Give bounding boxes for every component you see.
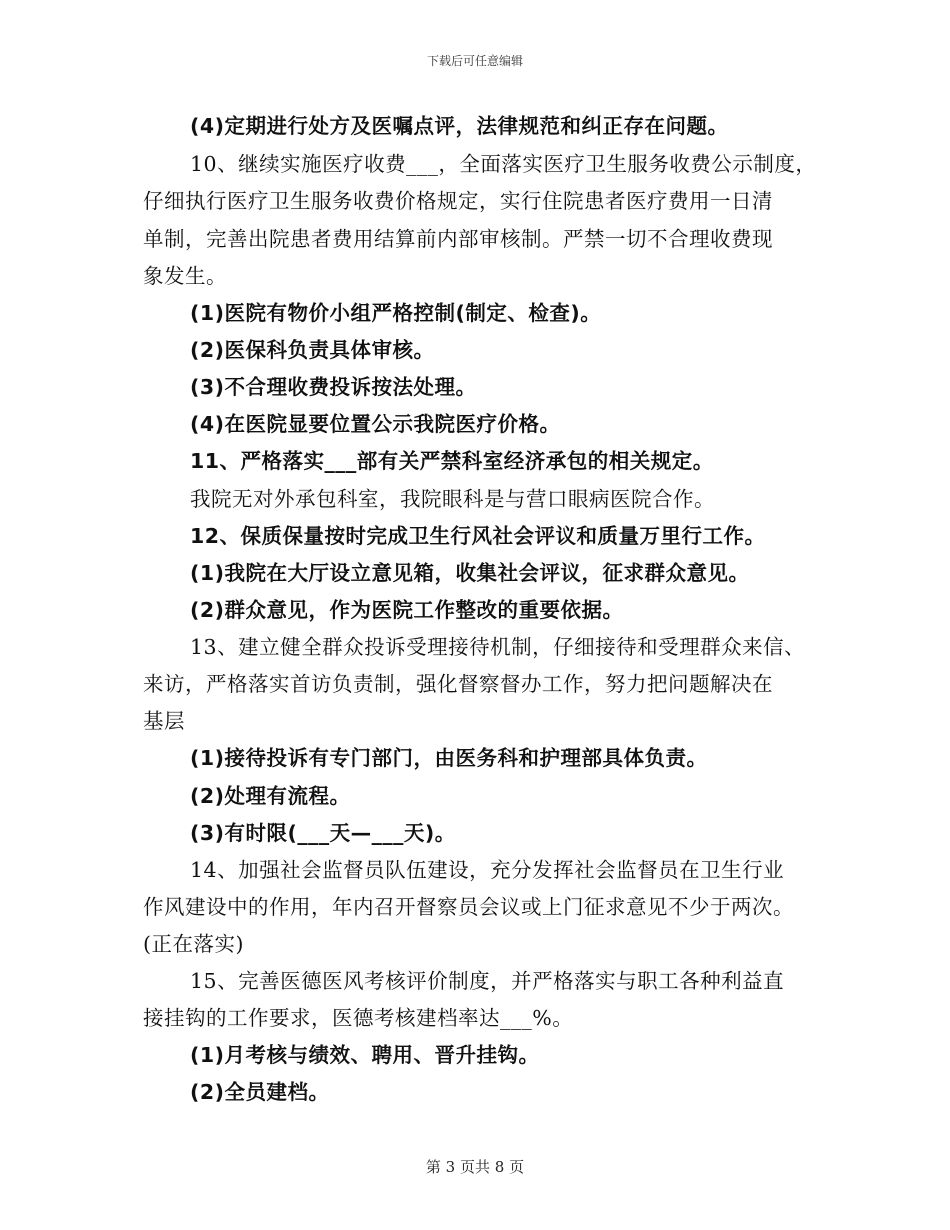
paragraph-line: (4)在医院显要位置公示我院医疗价格。: [190, 412, 561, 436]
paragraph-line: 仔细执行医疗卫生服务收费价格规定，实行住院患者医疗费用一日清: [143, 189, 773, 213]
paragraph-line: 15、完善医德医风考核评价制度，并严格落实与职工各种利益直: [190, 969, 785, 993]
paragraph-line: 14、加强社会监督员队伍建设，充分发挥社会监督员在卫生行业: [190, 858, 785, 882]
paragraph-line: (3)不合理收费投诉按法处理。: [190, 375, 477, 399]
paragraph-line: 象发生。: [143, 264, 227, 288]
paragraph-line: 来访，严格落实首访负责制，强化督察督办工作，努力把问题解决在: [143, 672, 773, 696]
paragraph-line: 单制，完善出院患者费用结算前内部审核制。严禁一切不合理收费现: [143, 227, 773, 251]
paragraph-line: (2)医保科负责具体审核。: [190, 338, 435, 362]
paragraph-line: 11、严格落实___部有关严禁科室经济承包的相关规定。: [190, 449, 714, 473]
paragraph-line: (1)月考核与绩效、聘用、晋升挂钩。: [190, 1043, 540, 1067]
paragraph-line: 12、保质保量按时完成卫生行风社会评议和质量万里行工作。: [190, 524, 766, 548]
paragraph-line: (正在落实): [143, 932, 244, 956]
paragraph-line: 基层: [143, 709, 185, 733]
paragraph-line: (2)群众意见，作为医院工作整改的重要依据。: [190, 598, 624, 622]
paragraph-line: (1)接待投诉有专门部门，由医务科和护理部具体负责。: [190, 746, 708, 770]
paragraph-line: 13、建立健全群众投诉受理接待机制，仔细接待和受理群众来信、: [190, 635, 806, 659]
paragraph-line: (4)定期进行处方及医嘱点评，法律规范和纠正存在问题。: [190, 114, 729, 138]
page-header: 下载后可任意编辑: [426, 54, 523, 68]
paragraph-line: 10、继续实施医疗收费___，全面落实医疗卫生服务收费公示制度，: [190, 152, 817, 176]
paragraph-line: (3)有时限(___天—___天)。: [190, 821, 456, 845]
paragraph-line: (1)我院在大厅设立意见箱，收集社会评议，征求群众意见。: [190, 561, 750, 585]
paragraph-line: 我院无对外承包科室，我院眼科是与营口眼病医院合作。: [190, 487, 715, 511]
page-footer: 第 3 页共 8 页: [425, 1158, 525, 1176]
paragraph-line: 作风建设中的作用，年内召开督察员会议或上门征求意见不少于两次。: [143, 895, 794, 919]
paragraph-line: (1)医院有物价小组严格控制(制定、检查)。: [190, 301, 602, 325]
paragraph-line: (2)处理有流程。: [190, 784, 351, 808]
paragraph-line: (2)全员建档。: [190, 1080, 330, 1104]
paragraph-line: 接挂钩的工作要求，医德考核建档率达___%。: [143, 1006, 574, 1030]
